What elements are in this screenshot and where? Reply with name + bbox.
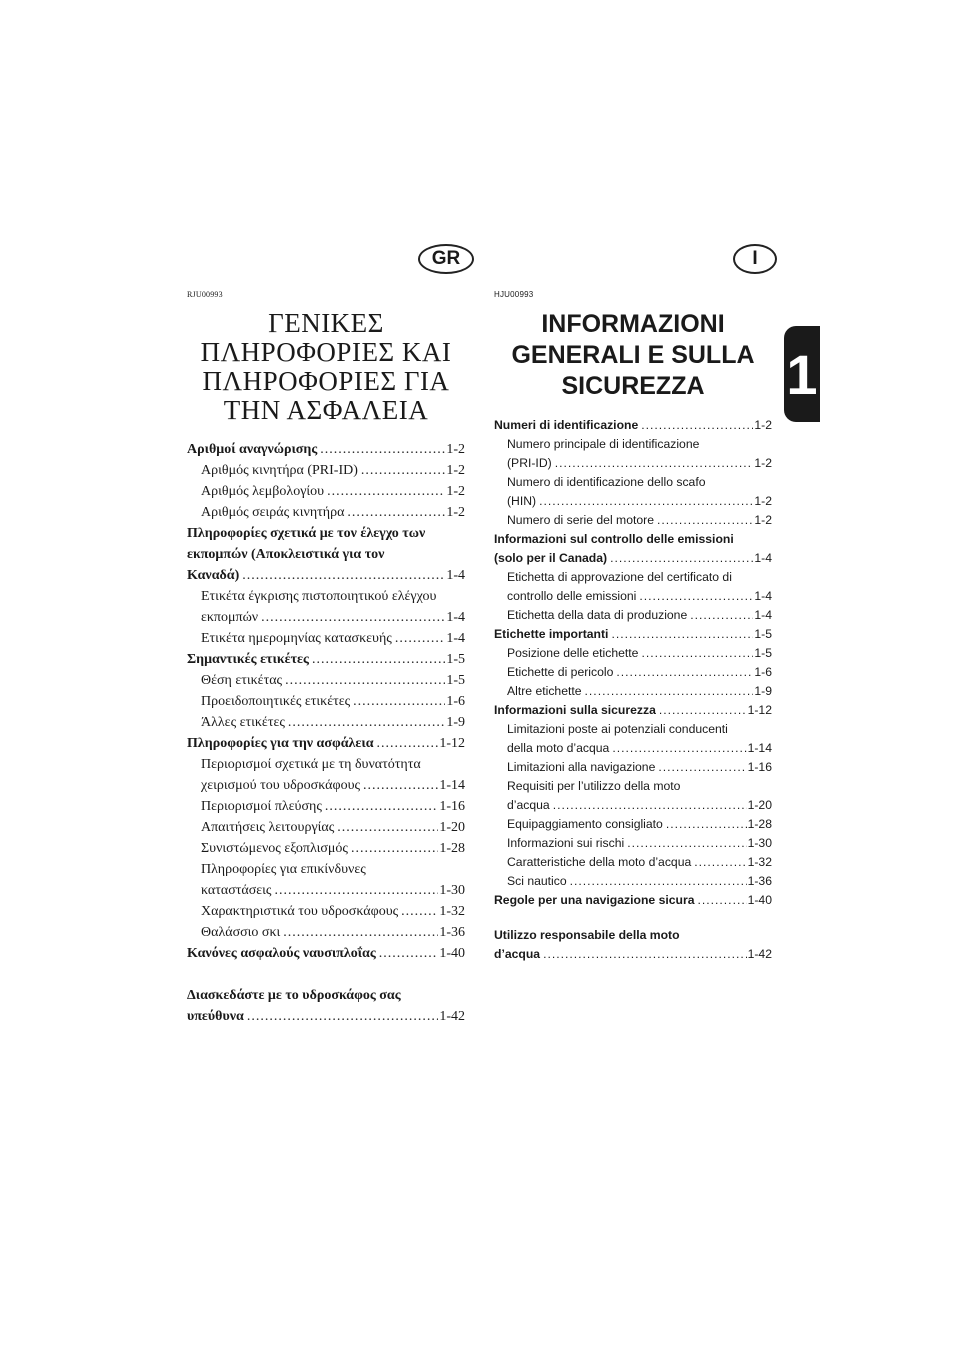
toc-entry-title: Equipaggiamento consigliato xyxy=(507,817,663,831)
dot-leader xyxy=(274,880,438,901)
toc-page-number: 1-40 xyxy=(747,893,772,907)
dot-leader xyxy=(353,691,445,712)
toc-entry-row xyxy=(494,701,772,720)
toc-entry-title: Άλλες ετικέτες xyxy=(201,715,285,730)
toc-page-number: 1-2 xyxy=(754,513,772,527)
toc-page-number: 1-28 xyxy=(747,817,772,831)
toc-entry-title: Συνιστώμενος εξοπλισμός xyxy=(201,841,348,856)
toc-page-number: 1-5 xyxy=(754,627,772,641)
toc-entry-title: Πληροφορίες για την ασφάλεια xyxy=(187,736,374,751)
dot-leader xyxy=(610,549,753,568)
dot-leader xyxy=(363,775,438,796)
toc-entry-row xyxy=(507,796,772,815)
toc-entry xyxy=(187,859,465,901)
toc-entry-line: Informazioni sul controllo delle emissioni xyxy=(494,532,734,546)
toc-entry xyxy=(494,416,772,435)
toc-entry-row xyxy=(494,416,772,435)
toc-entry-row xyxy=(187,565,465,586)
dot-leader xyxy=(694,853,746,872)
toc-entry-title: Αριθμός λεμβολογίου xyxy=(201,484,325,499)
toc-page-number: 1-12 xyxy=(747,703,772,717)
dot-leader xyxy=(585,682,754,701)
toc-entry-title: Καναδά) xyxy=(187,568,240,583)
toc-entry-row xyxy=(507,606,772,625)
dot-leader xyxy=(401,901,438,922)
dot-leader xyxy=(283,922,438,943)
toc-entry-title: Etichette importanti xyxy=(494,627,609,641)
toc-entry-row xyxy=(201,607,465,628)
toc-page-number: 1-42 xyxy=(747,947,772,961)
toc-entry xyxy=(494,682,772,701)
greek-column xyxy=(187,290,465,1027)
dot-leader xyxy=(553,796,747,815)
toc-entry-line: Limitazioni poste ai potenziali conducenti xyxy=(507,722,728,736)
toc-entry-row xyxy=(187,439,465,460)
dot-leader xyxy=(657,511,753,530)
toc-entry-title: d’acqua xyxy=(494,947,541,961)
toc-entry-title: Numero di serie del motore xyxy=(507,513,654,527)
toc-entry-title: Limitazioni alla navigazione xyxy=(507,760,656,774)
dot-leader xyxy=(242,565,445,586)
toc-page-number: 1-30 xyxy=(747,836,772,850)
title-line: ΤΗΝ ΑΣΦΑΛΕΙΑ xyxy=(223,395,429,425)
toc-entry xyxy=(494,834,772,853)
toc-entry-title: Περιορισμοί πλεύσης xyxy=(201,799,322,814)
toc-entry-row xyxy=(507,815,772,834)
toc-entry-title: (PRI-ID) xyxy=(507,456,552,470)
toc-entry-line: εκπομπών (Αποκλειστικά για τον xyxy=(187,547,385,562)
title-line: INFORMAZIONI xyxy=(541,310,725,338)
toc-entry-title: d’acqua xyxy=(507,798,550,812)
toc-entry xyxy=(494,568,772,606)
toc-entry-title: Θαλάσσιο σκι xyxy=(201,925,281,940)
toc-page-number: 1-4 xyxy=(446,610,465,625)
toc-entry-row xyxy=(507,872,772,891)
dot-leader xyxy=(312,649,445,670)
toc-page-number: 1-2 xyxy=(446,484,465,499)
dot-leader xyxy=(659,701,747,720)
table-of-contents-italian xyxy=(494,416,772,964)
toc-entry-row xyxy=(201,691,465,712)
toc-entry-title: Απαιτήσεις λειτουργίας xyxy=(201,820,335,835)
toc-page-number: 1-16 xyxy=(439,799,465,814)
toc-page-number: 1-28 xyxy=(439,841,465,856)
dot-leader xyxy=(658,758,746,777)
chapter-title-italian xyxy=(494,309,772,402)
toc-page-number: 1-42 xyxy=(439,1009,465,1024)
language-badge-greek: GR xyxy=(418,244,474,274)
toc-page-number: 1-30 xyxy=(439,883,465,898)
dot-leader xyxy=(320,439,445,460)
toc-entry xyxy=(494,926,772,964)
toc-entry-title: Ετικέτα ημερομηνίας κατασκευής xyxy=(201,631,392,646)
dot-leader xyxy=(361,460,445,481)
toc-entry xyxy=(494,625,772,644)
toc-entry-row xyxy=(201,817,465,838)
dot-leader xyxy=(351,838,438,859)
toc-page-number: 1-9 xyxy=(446,715,465,730)
toc-entry-row xyxy=(507,454,772,473)
toc-entry-title: Αριθμός σειράς κινητήρα xyxy=(201,505,345,520)
toc-entry-row xyxy=(187,943,465,964)
dot-leader xyxy=(641,644,753,663)
toc-page-number: 1-4 xyxy=(446,568,465,583)
toc-entry-row xyxy=(507,853,772,872)
toc-entry xyxy=(494,435,772,473)
toc-entry-line: Διασκεδάστε με το υδροσκάφος σας xyxy=(187,988,401,1003)
toc-entry-row xyxy=(201,460,465,481)
toc-entry-title: Posizione delle etichette xyxy=(507,646,639,660)
toc-entry-row xyxy=(187,1006,465,1027)
toc-entry xyxy=(187,754,465,796)
dot-leader xyxy=(285,670,445,691)
toc-page-number: 1-5 xyxy=(446,673,465,688)
dot-leader xyxy=(337,817,438,838)
dot-leader xyxy=(690,606,753,625)
dot-leader xyxy=(379,943,439,964)
toc-entry xyxy=(187,817,465,838)
toc-entry-row xyxy=(201,796,465,817)
chapter-tab: 1 xyxy=(784,326,820,422)
toc-page-number: 1-9 xyxy=(754,684,772,698)
toc-entry-title: υπεύθυνα xyxy=(187,1009,244,1024)
toc-entry xyxy=(494,473,772,511)
toc-entry-row xyxy=(507,682,772,701)
toc-page-number: 1-36 xyxy=(747,874,772,888)
toc-entry-row xyxy=(507,834,772,853)
toc-entry xyxy=(187,523,465,586)
table-of-contents-greek xyxy=(187,439,465,1027)
toc-page-number: 1-36 xyxy=(439,925,465,940)
toc-entry-row xyxy=(507,663,772,682)
toc-entry-title: χειρισμού του υδροσκάφους xyxy=(201,778,361,793)
section-code: RJU00993 xyxy=(187,290,223,299)
toc-entry xyxy=(494,891,772,910)
toc-page-number: 1-14 xyxy=(439,778,465,793)
toc-entry-title: Αριθμός κινητήρα (PRI-ID) xyxy=(201,463,358,478)
toc-entry-title: Θέση ετικέτας xyxy=(201,673,283,688)
toc-entry xyxy=(494,815,772,834)
toc-entry-title: Informazioni sui rischi xyxy=(507,836,625,850)
toc-entry xyxy=(187,628,465,649)
toc-entry xyxy=(494,758,772,777)
toc-entry-title: Informazioni sulla sicurezza xyxy=(494,703,656,717)
toc-entry-title: εκπομπών xyxy=(201,610,259,625)
toc-entry-title: Χαρακτηριστικά του υδροσκάφους xyxy=(201,904,399,919)
title-line: SICUREZZA xyxy=(561,372,705,400)
toc-entry-title: Αριθμοί αναγνώρισης xyxy=(187,442,318,457)
italian-column xyxy=(494,290,772,964)
toc-entry-line: Numero di identificazione dello scafo xyxy=(507,475,706,489)
toc-entry-row xyxy=(201,880,465,901)
dot-leader xyxy=(395,628,445,649)
toc-page-number: 1-32 xyxy=(747,855,772,869)
toc-page-number: 1-2 xyxy=(754,456,772,470)
toc-page-number: 1-40 xyxy=(439,946,465,961)
toc-page-number: 1-2 xyxy=(446,442,465,457)
toc-entry xyxy=(187,838,465,859)
toc-entry xyxy=(187,712,465,733)
toc-page-number: 1-5 xyxy=(754,646,772,660)
language-badge-italian: I xyxy=(733,244,777,274)
title-line: ΓΕΝΙΚΕΣ xyxy=(268,308,384,338)
toc-entry-title: Etichette di pericolo xyxy=(507,665,614,679)
toc-entry-row xyxy=(507,739,772,758)
toc-entry xyxy=(187,649,465,670)
toc-page-number: 1-16 xyxy=(747,760,772,774)
toc-entry-row xyxy=(507,511,772,530)
toc-page-number: 1-4 xyxy=(754,608,772,622)
toc-entry-row xyxy=(201,481,465,502)
toc-entry xyxy=(187,922,465,943)
dot-leader xyxy=(611,625,753,644)
dot-leader xyxy=(612,739,746,758)
dot-leader xyxy=(261,607,445,628)
toc-page-number: 1-4 xyxy=(754,589,772,603)
toc-entry xyxy=(494,511,772,530)
toc-entry-row xyxy=(201,775,465,796)
toc-entry xyxy=(494,701,772,720)
dot-leader xyxy=(325,796,438,817)
toc-entry xyxy=(494,530,772,568)
toc-entry xyxy=(187,796,465,817)
toc-entry xyxy=(187,943,465,964)
toc-entry-row xyxy=(187,733,465,754)
dot-leader xyxy=(327,481,445,502)
section-code: HJU00993 xyxy=(494,290,534,299)
toc-entry-row xyxy=(507,492,772,511)
toc-page-number: 1-2 xyxy=(446,505,465,520)
toc-entry-row xyxy=(494,891,772,910)
toc-entry-row xyxy=(507,644,772,663)
toc-page-number: 1-20 xyxy=(747,798,772,812)
toc-entry-title: controllo delle emissioni xyxy=(507,589,637,603)
toc-entry xyxy=(187,481,465,502)
toc-entry-title: Etichetta della data di produzione xyxy=(507,608,688,622)
toc-entry-row xyxy=(507,587,772,606)
toc-entry xyxy=(187,439,465,460)
dot-leader xyxy=(555,454,754,473)
dot-leader xyxy=(377,733,439,754)
toc-entry xyxy=(187,985,465,1027)
toc-page-number: 1-4 xyxy=(446,631,465,646)
dot-leader xyxy=(543,945,747,964)
toc-page-number: 1-4 xyxy=(754,551,772,565)
toc-entry-row xyxy=(494,625,772,644)
toc-entry-row xyxy=(494,945,772,964)
toc-entry xyxy=(494,720,772,758)
toc-page-number: 1-6 xyxy=(754,665,772,679)
toc-entry-line: Numero principale di identificazione xyxy=(507,437,700,451)
toc-entry-line: Ετικέτα έγκρισης πιστοποιητικού ελέγχου xyxy=(201,589,437,604)
toc-entry xyxy=(187,460,465,481)
toc-entry xyxy=(494,663,772,682)
toc-page-number: 1-20 xyxy=(439,820,465,835)
toc-entry-title: Caratteristiche della moto d’acqua xyxy=(507,855,692,869)
toc-entry-title: Sci nautico xyxy=(507,874,567,888)
toc-page-number: 1-12 xyxy=(439,736,465,751)
dot-leader xyxy=(247,1006,439,1027)
dot-leader xyxy=(347,502,445,523)
toc-page-number: 1-2 xyxy=(754,418,772,432)
toc-entry-line: Πληροφορίες σχετικά με τον έλεγχο των xyxy=(187,526,426,541)
title-line: GENERALI E SULLA xyxy=(511,341,755,369)
toc-entry xyxy=(494,872,772,891)
toc-entry-row xyxy=(201,712,465,733)
dot-leader xyxy=(641,416,753,435)
toc-entry xyxy=(187,691,465,712)
toc-entry-title: Altre etichette xyxy=(507,684,582,698)
toc-page-number: 1-14 xyxy=(747,741,772,755)
toc-page-number: 1-2 xyxy=(754,494,772,508)
toc-entry xyxy=(494,606,772,625)
dot-leader xyxy=(539,492,753,511)
toc-entry-row xyxy=(507,758,772,777)
toc-entry-line: Requisiti per l’utilizzo della moto xyxy=(507,779,681,793)
toc-entry xyxy=(187,502,465,523)
toc-entry-title: Numeri di identificazione xyxy=(494,418,639,432)
toc-entry xyxy=(494,853,772,872)
toc-entry-title: (solo per il Canada) xyxy=(494,551,608,565)
toc-entry-title: (HIN) xyxy=(507,494,537,508)
toc-entry-row xyxy=(494,549,772,568)
dot-leader xyxy=(288,712,445,733)
toc-entry xyxy=(187,586,465,628)
toc-entry-line: Utilizzo responsabile della moto xyxy=(494,928,680,942)
toc-entry-row xyxy=(201,502,465,523)
toc-entry-title: Προειδοποιητικές ετικέτες xyxy=(201,694,351,709)
title-line: ΠΛΗΡΟΦΟΡΙΕΣ ΓΙΑ xyxy=(202,366,450,396)
dot-leader xyxy=(666,815,747,834)
toc-entry-line: Περιορισμοί σχετικά με τη δυνατότητα xyxy=(201,757,421,772)
toc-entry-line: Πληροφορίες για επικίνδυνες xyxy=(201,862,366,877)
toc-entry-row xyxy=(201,838,465,859)
toc-entry-title: καταστάσεις xyxy=(201,883,272,898)
toc-page-number: 1-6 xyxy=(446,694,465,709)
toc-page-number: 1-5 xyxy=(446,652,465,667)
toc-entry-title: Regole per una navigazione sicura xyxy=(494,893,695,907)
toc-entry-title: Κανόνες ασφαλούς ναυσιπλοΐας xyxy=(187,946,376,961)
toc-entry-line: Etichetta di approvazione del certificato di xyxy=(507,570,732,584)
dot-leader xyxy=(639,587,753,606)
dot-leader xyxy=(616,663,753,682)
toc-entry-row xyxy=(201,922,465,943)
toc-entry-title: della moto d’acqua xyxy=(507,741,610,755)
chapter-title-greek xyxy=(187,309,465,425)
toc-entry-row xyxy=(187,649,465,670)
toc-entry-row xyxy=(201,670,465,691)
toc-entry xyxy=(187,670,465,691)
title-line: ΠΛΗΡΟΦΟΡΙΕΣ ΚΑΙ xyxy=(200,337,452,367)
dot-leader xyxy=(570,872,747,891)
toc-page-number: 1-2 xyxy=(446,463,465,478)
toc-page-number: 1-32 xyxy=(439,904,465,919)
toc-entry xyxy=(494,644,772,663)
toc-entry-row xyxy=(201,901,465,922)
toc-entry-row xyxy=(201,628,465,649)
toc-entry-title: Σημαντικές ετικέτες xyxy=(187,652,309,667)
toc-entry xyxy=(494,777,772,815)
dot-leader xyxy=(697,891,746,910)
toc-entry xyxy=(187,901,465,922)
toc-entry xyxy=(187,733,465,754)
dot-leader xyxy=(627,834,746,853)
